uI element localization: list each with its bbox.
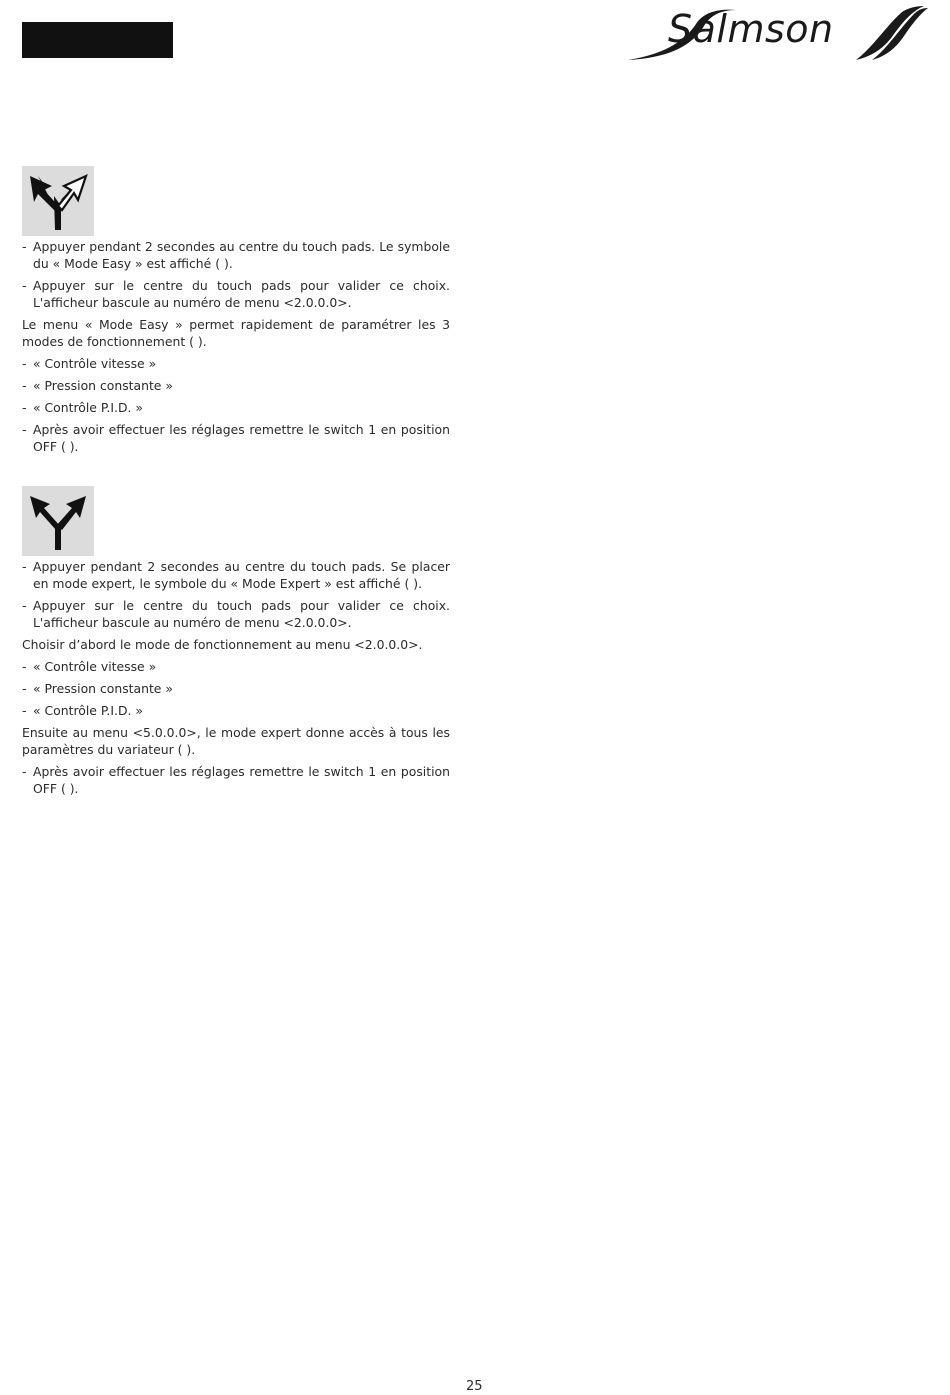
header-language-tab: [22, 22, 173, 58]
salmson-logo-wordmark: Salmson: [668, 7, 834, 51]
list-item: - Après avoir effectuer les réglages remettre le switch 1 en position OFF ( ).: [22, 421, 450, 455]
mode-expert-arrows-icon: [22, 486, 94, 556]
section-mode-easy: [22, 238, 450, 460]
list-item: - Appuyer pendant 2 secondes au centre du touch pads. Se placer en mode expert, le symbole du « Mode Expert » est affiché ( ).: [22, 558, 450, 592]
list-item: - « Contrôle vitesse »: [22, 355, 450, 372]
list-item: - Appuyer pendant 2 secondes au centre du touch pads. Le symbole du « Mode Easy » est affiché ( ).: [22, 238, 450, 272]
mode-expert-icon: [22, 486, 94, 556]
list-item: - « Contrôle vitesse »: [22, 658, 450, 675]
paragraph: Choisir d’abord le mode de fonctionnement au menu <2.0.0.0>.: [22, 637, 423, 652]
paragraph: Ensuite au menu <5.0.0.0>, le mode expert donne accès à tous les paramètres du variateur ( ).: [22, 725, 450, 757]
list-item: - « Contrôle P.I.D. »: [22, 399, 450, 416]
list-item: - « Contrôle P.I.D. »: [22, 702, 450, 719]
list-item: - « Pression constante »: [22, 377, 450, 394]
page-number: 25: [466, 1379, 483, 1394]
mode-easy-icon: [22, 166, 94, 236]
list-item: - Après avoir effectuer les réglages remettre le switch 1 en position OFF ( ).: [22, 763, 450, 797]
section-mode-expert: [22, 558, 450, 802]
mode-easy-arrows-icon: [22, 166, 94, 236]
paragraph: Le menu « Mode Easy » permet rapidement de paramétrer les 3 modes de fonctionnement ( ).: [22, 317, 450, 349]
list-item: - Appuyer sur le centre du touch pads pour valider ce choix. L'afficheur bascule au numéro de menu <2.0.0.0>.: [22, 597, 450, 631]
list-item: - Appuyer sur le centre du touch pads pour valider ce choix. L'afficheur bascule au numéro de menu <2.0.0.0>.: [22, 277, 450, 311]
list-item: - « Pression constante »: [22, 680, 450, 697]
